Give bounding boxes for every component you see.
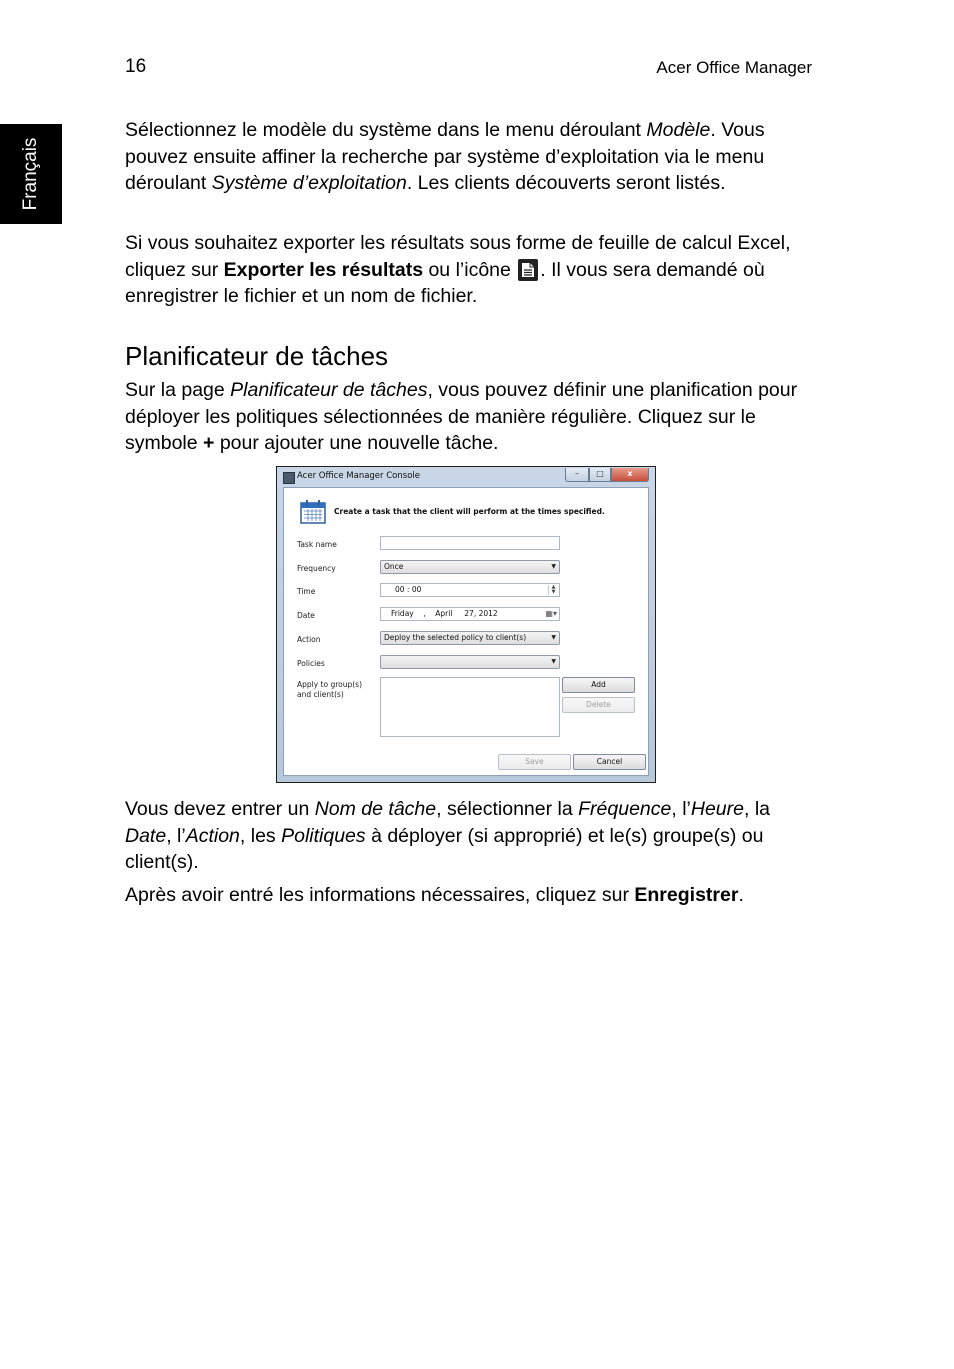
text-run: , l’ bbox=[166, 824, 186, 847]
text-run: Système d’exploitation bbox=[211, 172, 407, 195]
action-select[interactable] bbox=[380, 631, 560, 645]
date-separator: , bbox=[423, 609, 426, 618]
text-run: Politiques bbox=[281, 824, 366, 847]
running-title: Acer Office Manager bbox=[656, 58, 812, 77]
text-run: Après avoir entré les informations nécessaires, cliquez sur bbox=[125, 884, 635, 906]
document-export-icon bbox=[518, 259, 538, 281]
action-label: Action bbox=[297, 635, 321, 644]
dialog-screenshot bbox=[276, 466, 656, 783]
time-input[interactable] bbox=[380, 583, 560, 597]
text-run: , les bbox=[239, 824, 282, 847]
text-run: Fréquence bbox=[578, 798, 672, 820]
text-run: , l’ bbox=[671, 798, 691, 820]
save-button[interactable]: Save bbox=[498, 754, 571, 770]
text-run: à déployer (si approprié) et le(s) groupe(s) ou client(s). bbox=[125, 824, 764, 874]
text-run: Sélectionnez le modèle du système dans le menu déroulant bbox=[125, 119, 647, 141]
frequency-select[interactable] bbox=[380, 560, 560, 574]
text-run: Enregistrer bbox=[634, 884, 739, 906]
text-run: . Il vous sera demandé où enregistrer le fichier et un nom de fichier. bbox=[125, 258, 765, 308]
text-run: , la bbox=[743, 798, 770, 820]
dialog-titlebar[interactable] bbox=[277, 467, 655, 486]
language-tab bbox=[0, 124, 62, 224]
text-run: Nom de tâche bbox=[314, 798, 437, 820]
text-run: Date bbox=[125, 824, 167, 847]
text-run: . Vous pouvez ensuite affiner la recherche par système d’exploitation via le menu déroulant bbox=[125, 119, 765, 195]
close-button[interactable]: x bbox=[611, 468, 649, 482]
frequency-value: Once bbox=[384, 562, 404, 571]
page-number: 16 bbox=[125, 56, 147, 77]
chevron-down-icon: ▼ bbox=[551, 634, 556, 641]
text-run: Si vous souhaitez exporter les résultats sous forme de feuille de calcul Excel, cliquez sur bbox=[125, 232, 791, 281]
dialog-window bbox=[277, 467, 655, 782]
policies-label: Policies bbox=[297, 659, 325, 668]
paragraph-required-fields bbox=[125, 796, 815, 876]
add-button[interactable]: Add bbox=[562, 677, 635, 693]
paragraph-model-selection bbox=[125, 117, 815, 197]
paragraph-export-results bbox=[125, 230, 815, 310]
language-tab-label: Français bbox=[20, 137, 41, 211]
text-run: Modèle bbox=[646, 119, 711, 141]
time-spinner-icon[interactable]: ▲ ▼ bbox=[548, 585, 558, 595]
dialog-title: Acer Office Manager Console bbox=[297, 471, 420, 481]
text-run: Heure bbox=[690, 798, 744, 820]
task-name-label: Task name bbox=[297, 540, 337, 549]
maximize-button[interactable]: □ bbox=[589, 468, 611, 482]
text-run: , vous pouvez définir une planification pour déployer les politiques sélectionnées de manière régulière. Cliquez sur le symbole bbox=[125, 379, 798, 455]
apply-to-label: Apply to group(s) and client(s) bbox=[297, 680, 363, 699]
text-run: + bbox=[203, 432, 215, 455]
delete-button[interactable]: Delete bbox=[562, 697, 635, 713]
date-label: Date bbox=[297, 611, 315, 620]
text-run: , sélectionner la bbox=[436, 798, 579, 820]
date-picker[interactable] bbox=[380, 607, 560, 621]
time-label: Time bbox=[297, 587, 316, 596]
action-value: Deploy the selected policy to client(s) bbox=[384, 633, 527, 642]
task-name-input[interactable] bbox=[380, 536, 560, 550]
calendar-icon bbox=[300, 498, 326, 524]
app-icon bbox=[283, 472, 295, 484]
date-value: April 27, 2012 bbox=[435, 609, 498, 618]
groups-clients-list[interactable] bbox=[380, 677, 560, 737]
text-run: Planificateur de tâches bbox=[230, 379, 428, 401]
text-run: Action bbox=[185, 824, 240, 847]
minimize-button[interactable]: – bbox=[565, 468, 589, 482]
text-run: . Les clients découverts seront listés. bbox=[406, 172, 726, 195]
chevron-down-icon: ▼ bbox=[551, 563, 556, 570]
dialog-client-area bbox=[283, 487, 649, 776]
text-run: Exporter les résultats bbox=[223, 258, 424, 281]
policies-select[interactable] bbox=[380, 655, 560, 669]
time-value: 00 : 00 bbox=[395, 585, 422, 594]
chevron-down-icon: ▼ bbox=[551, 658, 556, 665]
calendar-dropdown-icon[interactable]: ▦▾ bbox=[545, 609, 557, 618]
paragraph-save-instruction bbox=[125, 882, 815, 909]
text-run: Sur la page bbox=[125, 379, 231, 401]
cancel-button[interactable]: Cancel bbox=[573, 754, 646, 770]
paragraph-scheduler-intro bbox=[125, 377, 815, 457]
date-day: Friday bbox=[391, 609, 414, 618]
dialog-instruction: Create a task that the client will perform at the times specified. bbox=[334, 507, 605, 516]
frequency-label: Frequency bbox=[297, 564, 336, 573]
text-run: ou l’icône bbox=[423, 258, 517, 281]
section-heading-task-scheduler: Planificateur de tâches bbox=[125, 341, 389, 371]
text-run: . bbox=[738, 884, 744, 906]
text-run: pour ajouter une nouvelle tâche. bbox=[214, 432, 499, 455]
text-run: Vous devez entrer un bbox=[125, 798, 315, 820]
